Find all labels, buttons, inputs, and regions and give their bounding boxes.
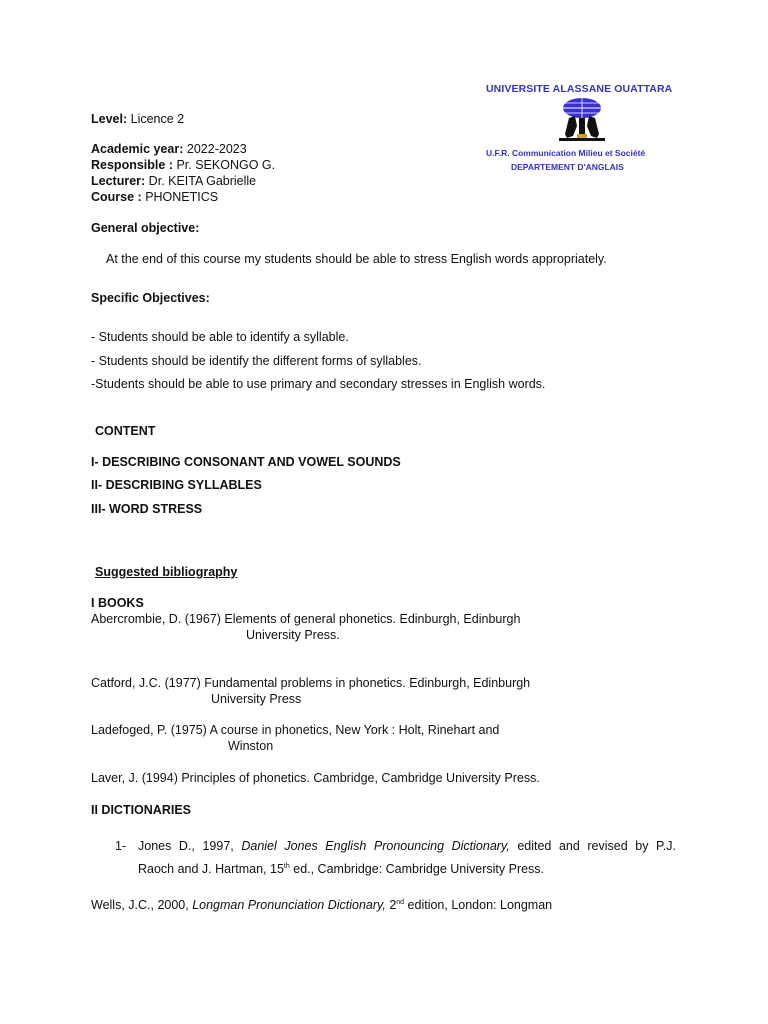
general-objective-heading: General objective:	[91, 221, 200, 235]
lecturer-value: Dr. KEITA Gabrielle	[148, 174, 257, 188]
university-name: UNIVERSITE ALASSANE OUATTARA	[486, 83, 673, 95]
ordinal-suffix: th	[283, 863, 290, 870]
content-item: I- DESCRIBING CONSONANT AND VOWEL SOUNDS	[91, 455, 401, 469]
dictionary-number: 1-	[115, 839, 127, 853]
book-entry-line: Ladefoged, P. (1975) A course in phonetics, New York : Holt, Rinehart and	[91, 723, 500, 737]
dictionary-entry-line	[138, 839, 676, 853]
dictionary-title: Daniel Jones English Pronouncing Dictionary,	[241, 839, 510, 853]
academic-year-value: 2022-2023	[186, 142, 247, 156]
book-entry-line: Abercrombie, D. (1967) Elements of general phonetics. Edinburgh, Edinburgh	[91, 612, 521, 626]
academic-year-line	[91, 142, 247, 156]
dictionary-author: Wells, J.C., 2000,	[91, 898, 193, 912]
university-logo-icon	[555, 96, 607, 144]
course-line	[91, 190, 218, 204]
responsible-label: Responsible :	[91, 158, 173, 172]
dictionary-publisher: edition, London: Longman	[404, 898, 553, 912]
dictionary-entry-line	[91, 898, 552, 912]
dictionary-editors: Raoch and J. Hartman, 15	[138, 862, 284, 876]
book-entry-continuation: University Press.	[246, 628, 340, 642]
dictionary-edition: 2	[385, 898, 397, 912]
responsible-line	[91, 158, 275, 172]
book-entry-continuation: University Press	[211, 692, 302, 706]
level-value: Licence 2	[130, 112, 185, 126]
academic-year-label: Academic year:	[91, 142, 184, 156]
lecturer-line	[91, 174, 256, 188]
specific-objective-item: - Students should be identify the different forms of syllables.	[91, 354, 422, 368]
specific-objective-item: -Students should be able to use primary and secondary stresses in English words.	[91, 377, 546, 391]
content-item: III- WORD STRESS	[91, 502, 203, 516]
specific-objective-item: - Students should be able to identify a syllable.	[91, 330, 349, 344]
course-label: Course :	[91, 190, 142, 204]
general-objective-text: At the end of this course my students should be able to stress English words appropriately.	[106, 252, 607, 266]
ufr-name: U.F.R. Communication Milieu et Société	[486, 148, 646, 158]
dictionary-publisher: ed., Cambridge: Cambridge University Press.	[289, 862, 545, 876]
lecturer-label: Lecturer:	[91, 174, 146, 188]
ordinal-suffix: nd	[396, 899, 405, 906]
dictionary-title: Longman Pronunciation Dictionary,	[192, 898, 386, 912]
responsible-value: Pr. SEKONGO G.	[176, 158, 276, 172]
dictionary-details: edited and revised by P.J.	[517, 839, 676, 853]
book-entry-line: Catford, J.C. (1977) Fundamental problems in phonetics. Edinburgh, Edinburgh	[91, 676, 531, 690]
department-name: DEPARTEMENT D'ANGLAIS	[511, 162, 624, 172]
dictionary-entry-continuation	[138, 862, 544, 876]
content-item: II- DESCRIBING SYLLABLES	[91, 478, 262, 492]
book-entry-line: Laver, J. (1994) Principles of phonetics. Cambridge, Cambridge University Press.	[91, 771, 540, 785]
level-line	[91, 112, 184, 126]
specific-objectives-heading: Specific Objectives:	[91, 291, 210, 305]
content-heading: CONTENT	[95, 424, 156, 438]
course-value: PHONETICS	[145, 190, 219, 204]
level-label: Level:	[91, 112, 128, 126]
dictionaries-heading: II DICTIONARIES	[91, 803, 192, 817]
books-heading: I BOOKS	[91, 596, 144, 610]
book-entry-continuation: Winston	[228, 739, 274, 753]
dictionary-author: Jones D., 1997,	[138, 839, 234, 853]
bibliography-heading: Suggested bibliography	[95, 565, 238, 579]
